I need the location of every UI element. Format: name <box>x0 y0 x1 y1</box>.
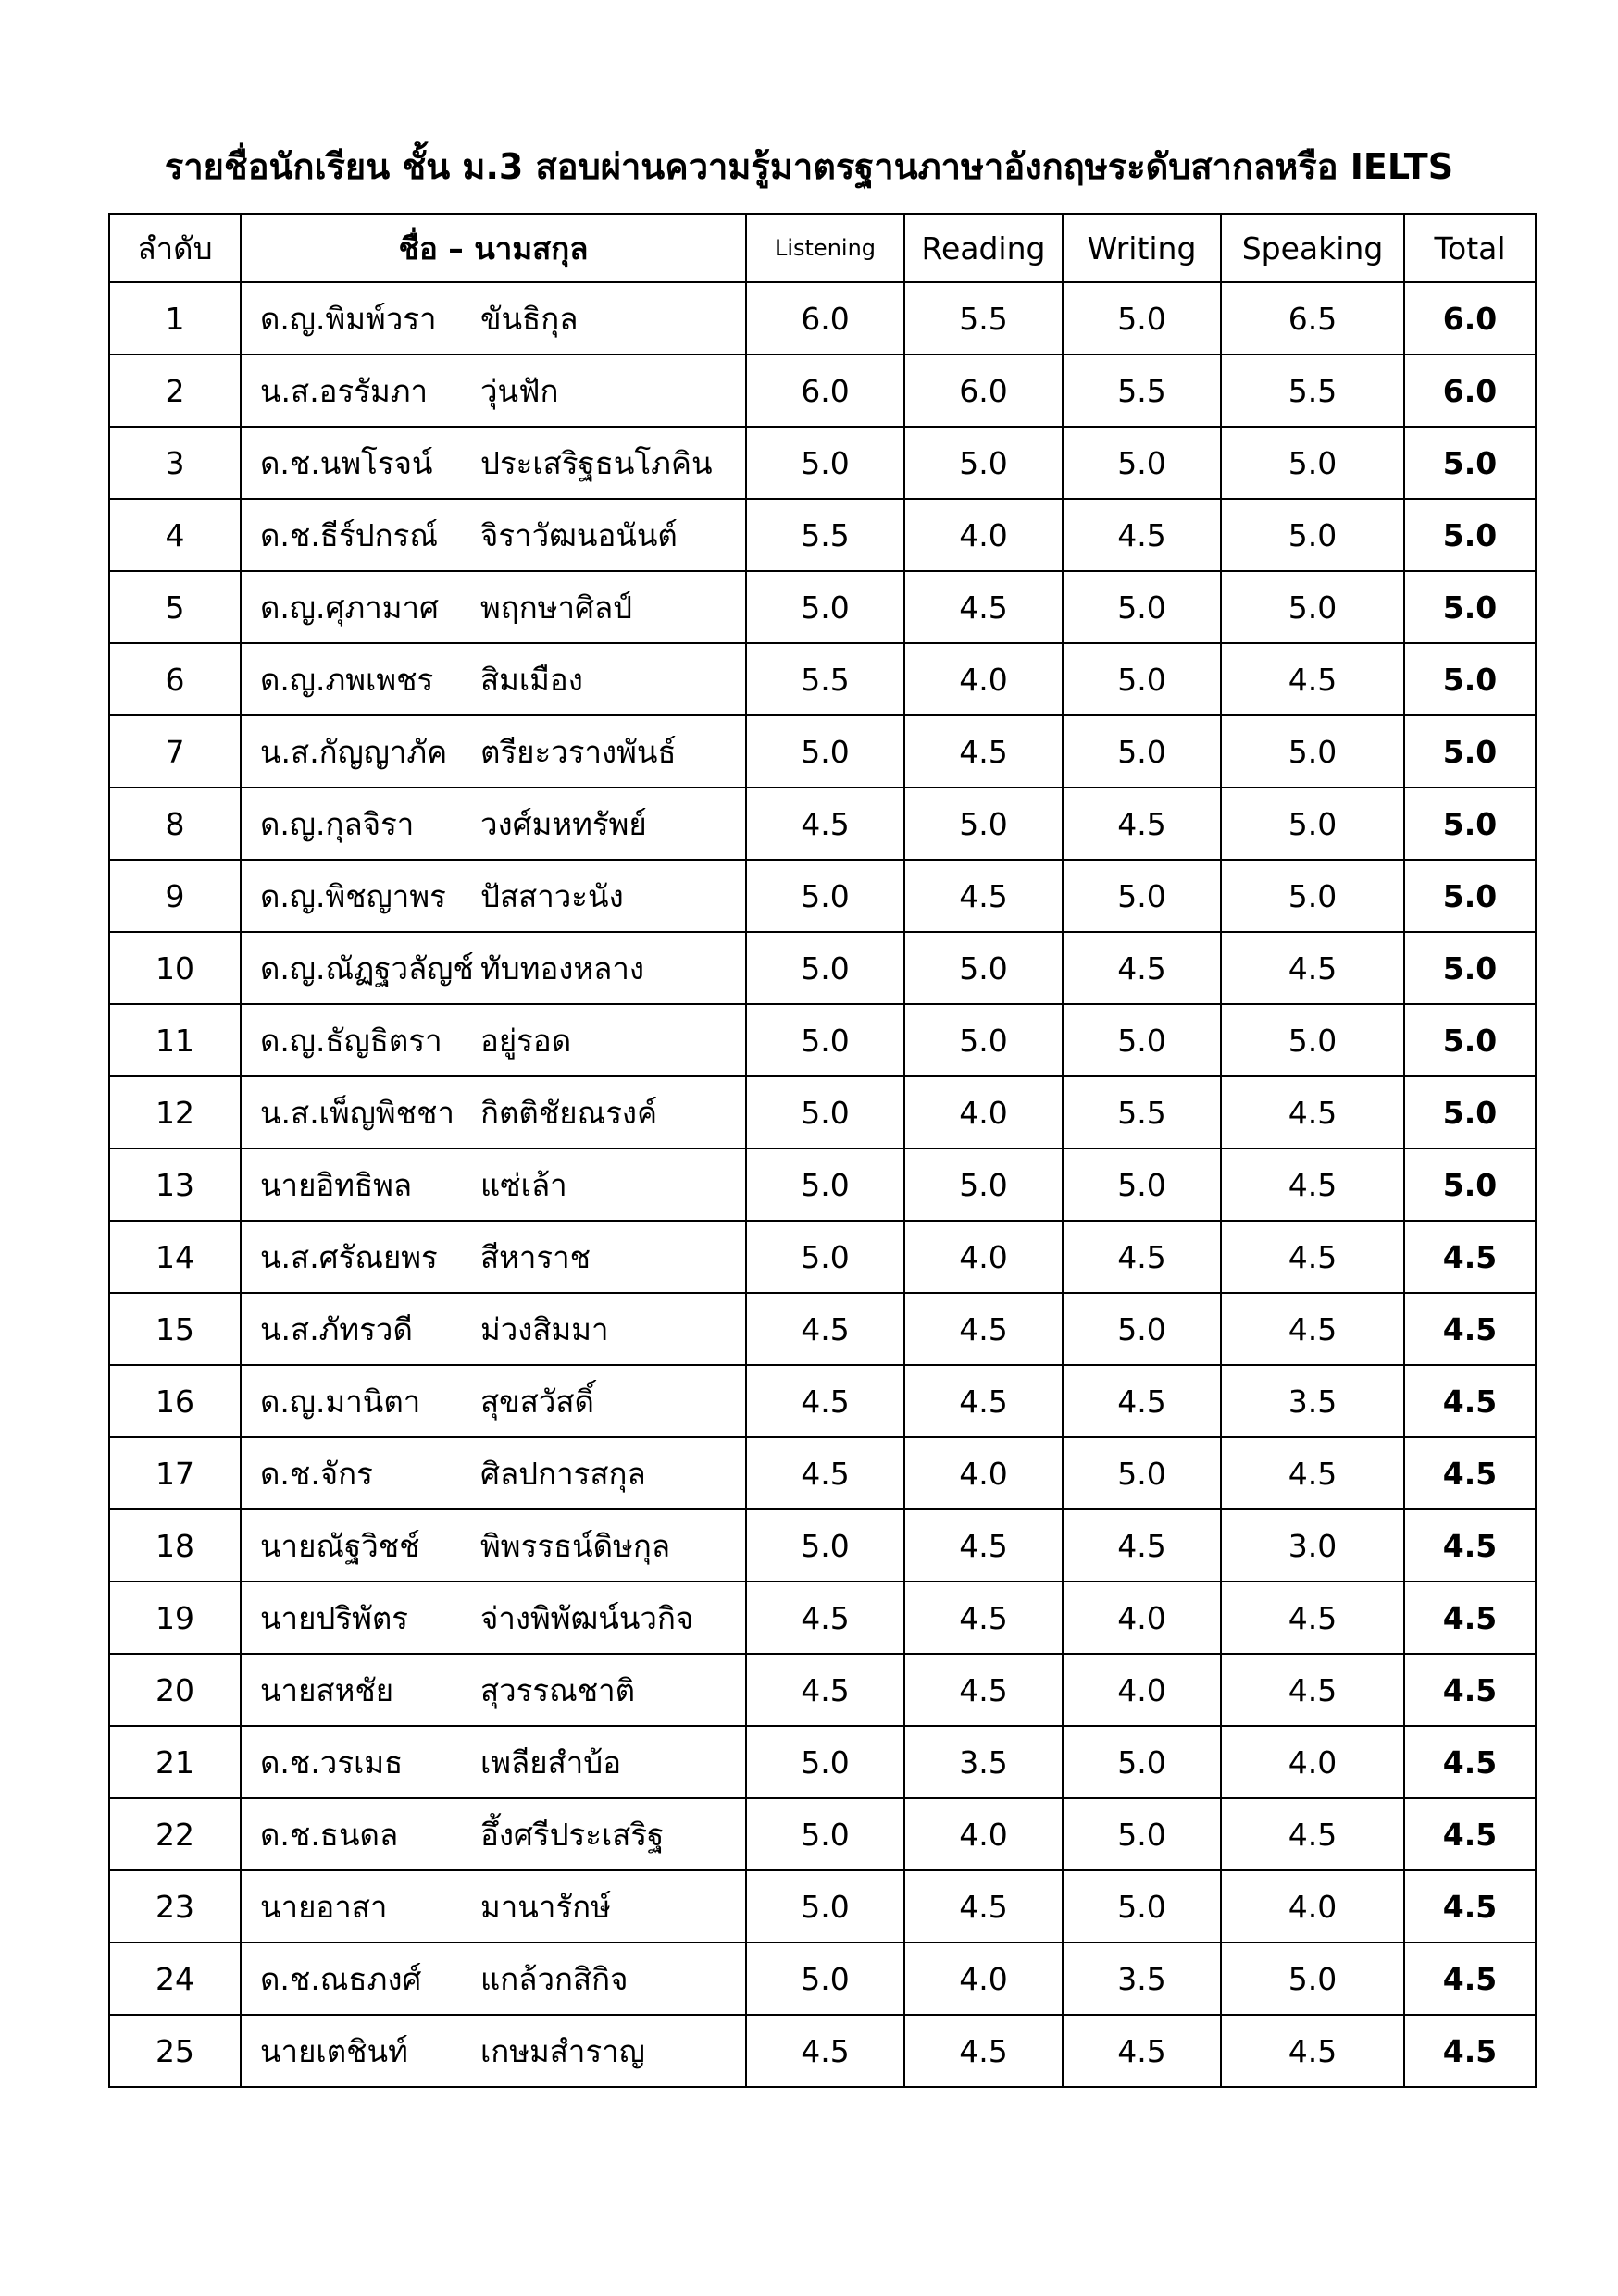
student-first-name: ด.ช.ธีร์ปกรณ์ <box>260 516 438 553</box>
total-score-cell: 5.0 <box>1404 788 1536 860</box>
student-first-name: ด.ญ.ศุภามาศ <box>260 589 439 626</box>
table-row <box>109 1509 1536 1582</box>
writing-score-cell: 4.5 <box>1063 932 1221 1004</box>
row-number-cell: 9 <box>109 860 241 932</box>
reading-score-cell: 5.5 <box>904 282 1063 354</box>
student-first-name: น.ส.ศรัณยพร <box>260 1238 438 1275</box>
header-reading: Reading <box>904 214 1063 282</box>
row-number-cell: 23 <box>109 1870 241 1942</box>
header-speaking: Speaking <box>1221 214 1404 282</box>
reading-score-cell: 5.0 <box>904 788 1063 860</box>
student-first-name: ด.ญ.ธัญธิตรา <box>260 1022 442 1059</box>
reading-score-cell: 4.0 <box>904 499 1063 571</box>
table-row <box>109 1582 1536 1654</box>
writing-score-cell: 5.0 <box>1063 1798 1221 1870</box>
speaking-score-cell: 3.5 <box>1221 1365 1404 1437</box>
student-name-cell <box>241 1221 746 1293</box>
student-first-name: น.ส.กัญญาภัค <box>260 733 448 770</box>
table-row <box>109 1076 1536 1148</box>
listening-score-cell: 6.0 <box>746 282 904 354</box>
header-no: ลำดับ <box>109 214 241 282</box>
listening-score-cell: 5.0 <box>746 427 904 499</box>
listening-score-cell: 5.0 <box>746 1076 904 1148</box>
writing-score-cell: 5.5 <box>1063 1076 1221 1148</box>
student-last-name: จ่างพิพัฒน์นวกิจ <box>480 1599 694 1636</box>
speaking-score-cell: 5.0 <box>1221 715 1404 788</box>
table-row <box>109 1654 1536 1726</box>
student-name-cell <box>241 860 746 932</box>
writing-score-cell: 4.5 <box>1063 788 1221 860</box>
table-row <box>109 2015 1536 2087</box>
student-last-name: สีหาราช <box>480 1238 591 1275</box>
reading-score-cell: 5.0 <box>904 1004 1063 1076</box>
student-name-cell <box>241 427 746 499</box>
page-title: รายชื่อนักเรียน ชั้น ม.3 สอบผ่านความรู้มาตรฐานภาษาอังกฤษระดับสากลหรือ IELTS <box>164 146 1454 187</box>
speaking-score-cell: 4.0 <box>1221 1870 1404 1942</box>
writing-score-cell: 4.5 <box>1063 1221 1221 1293</box>
speaking-score-cell: 5.0 <box>1221 427 1404 499</box>
row-number-cell: 20 <box>109 1654 241 1726</box>
reading-score-cell: 4.5 <box>904 1654 1063 1726</box>
row-number-cell: 21 <box>109 1726 241 1798</box>
writing-score-cell: 5.0 <box>1063 643 1221 715</box>
writing-score-cell: 5.0 <box>1063 1148 1221 1221</box>
student-last-name: ขันธิกุล <box>480 300 579 337</box>
reading-score-cell: 4.0 <box>904 1076 1063 1148</box>
listening-score-cell: 5.0 <box>746 1148 904 1221</box>
total-score-cell: 5.0 <box>1404 860 1536 932</box>
student-first-name: ด.ช.นพโรจน์ <box>260 444 433 481</box>
writing-score-cell: 4.0 <box>1063 1654 1221 1726</box>
speaking-score-cell: 5.0 <box>1221 860 1404 932</box>
listening-score-cell: 4.5 <box>746 2015 904 2087</box>
speaking-score-cell: 4.5 <box>1221 932 1404 1004</box>
student-name-cell <box>241 1437 746 1509</box>
student-name-cell <box>241 1582 746 1654</box>
writing-score-cell: 5.0 <box>1063 715 1221 788</box>
listening-score-cell: 5.0 <box>746 1942 904 2015</box>
total-score-cell: 4.5 <box>1404 1221 1536 1293</box>
header-total: Total <box>1404 214 1536 282</box>
student-name-cell <box>241 643 746 715</box>
reading-score-cell: 5.0 <box>904 932 1063 1004</box>
reading-score-cell: 4.5 <box>904 1870 1063 1942</box>
student-last-name: อยู่รอด <box>480 1022 572 1059</box>
table-row <box>109 1798 1536 1870</box>
writing-score-cell: 5.0 <box>1063 427 1221 499</box>
row-number-cell: 3 <box>109 427 241 499</box>
table-row <box>109 1293 1536 1365</box>
writing-score-cell: 4.5 <box>1063 2015 1221 2087</box>
row-number-cell: 22 <box>109 1798 241 1870</box>
student-name-cell <box>241 1365 746 1437</box>
table-row <box>109 1365 1536 1437</box>
student-name-cell <box>241 1942 746 2015</box>
speaking-score-cell: 5.0 <box>1221 571 1404 643</box>
student-first-name: ด.ญ.พิชญาพร <box>260 877 446 914</box>
table-row <box>109 354 1536 427</box>
speaking-score-cell: 4.5 <box>1221 643 1404 715</box>
total-score-cell: 5.0 <box>1404 1004 1536 1076</box>
table-row <box>109 715 1536 788</box>
speaking-score-cell: 4.5 <box>1221 1293 1404 1365</box>
speaking-score-cell: 4.5 <box>1221 2015 1404 2087</box>
speaking-score-cell: 4.5 <box>1221 1437 1404 1509</box>
speaking-score-cell: 5.0 <box>1221 499 1404 571</box>
writing-score-cell: 5.0 <box>1063 860 1221 932</box>
row-number-cell: 13 <box>109 1148 241 1221</box>
student-first-name: นายอิทธิพล <box>260 1166 413 1203</box>
total-score-cell: 6.0 <box>1404 282 1536 354</box>
student-last-name: เพลียสำบ้อ <box>480 1744 622 1781</box>
speaking-score-cell: 6.5 <box>1221 282 1404 354</box>
student-last-name: เกษมสำราญ <box>480 2032 645 2069</box>
total-score-cell: 4.5 <box>1404 1798 1536 1870</box>
row-number-cell: 7 <box>109 715 241 788</box>
table-header-row <box>109 214 1536 282</box>
row-number-cell: 18 <box>109 1509 241 1582</box>
total-score-cell: 4.5 <box>1404 1582 1536 1654</box>
row-number-cell: 8 <box>109 788 241 860</box>
student-name-cell <box>241 1509 746 1582</box>
writing-score-cell: 5.0 <box>1063 1004 1221 1076</box>
writing-score-cell: 4.5 <box>1063 499 1221 571</box>
student-first-name: นายปริพัตร <box>260 1599 409 1636</box>
listening-score-cell: 5.5 <box>746 643 904 715</box>
speaking-score-cell: 4.5 <box>1221 1221 1404 1293</box>
student-name-cell <box>241 354 746 427</box>
student-first-name: น.ส.เพ็ญพิชชา <box>260 1094 454 1131</box>
writing-score-cell: 4.0 <box>1063 1582 1221 1654</box>
listening-score-cell: 4.5 <box>746 1654 904 1726</box>
speaking-score-cell: 5.0 <box>1221 1004 1404 1076</box>
table-row <box>109 1437 1536 1509</box>
student-first-name: ด.ช.จักร <box>260 1455 373 1492</box>
student-first-name: ด.ช.ณธภงศ์ <box>260 1960 422 1997</box>
speaking-score-cell: 4.0 <box>1221 1726 1404 1798</box>
total-score-cell: 5.0 <box>1404 715 1536 788</box>
table-row <box>109 427 1536 499</box>
reading-score-cell: 4.0 <box>904 1942 1063 2015</box>
listening-score-cell: 4.5 <box>746 1293 904 1365</box>
reading-score-cell: 3.5 <box>904 1726 1063 1798</box>
reading-score-cell: 4.0 <box>904 643 1063 715</box>
table-body <box>109 282 1536 2087</box>
writing-score-cell: 4.5 <box>1063 1365 1221 1437</box>
reading-score-cell: 4.0 <box>904 1221 1063 1293</box>
row-number-cell: 1 <box>109 282 241 354</box>
row-number-cell: 16 <box>109 1365 241 1437</box>
student-name-cell <box>241 932 746 1004</box>
row-number-cell: 5 <box>109 571 241 643</box>
total-score-cell: 5.0 <box>1404 499 1536 571</box>
row-number-cell: 2 <box>109 354 241 427</box>
listening-score-cell: 5.0 <box>746 1726 904 1798</box>
table-row <box>109 1004 1536 1076</box>
total-score-cell: 4.5 <box>1404 1437 1536 1509</box>
student-last-name: มานารักษ์ <box>480 1888 611 1925</box>
table-row <box>109 282 1536 354</box>
header-name: ชื่อ – นามสกุล <box>241 214 746 282</box>
writing-score-cell: 4.5 <box>1063 1509 1221 1582</box>
ielts-results-table <box>108 213 1537 2088</box>
student-first-name: ด.ช.วรเมธ <box>260 1744 404 1781</box>
table-row <box>109 571 1536 643</box>
student-name-cell <box>241 1726 746 1798</box>
listening-score-cell: 5.0 <box>746 1798 904 1870</box>
writing-score-cell: 5.0 <box>1063 1870 1221 1942</box>
student-name-cell <box>241 1004 746 1076</box>
student-name-cell <box>241 788 746 860</box>
student-name-cell <box>241 2015 746 2087</box>
listening-score-cell: 5.0 <box>746 1221 904 1293</box>
student-last-name: สุวรรณชาติ <box>480 1671 636 1708</box>
total-score-cell: 4.5 <box>1404 1726 1536 1798</box>
speaking-score-cell: 4.5 <box>1221 1148 1404 1221</box>
student-first-name: ด.ญ.ณัฏฐวลัญช์ <box>260 949 474 987</box>
student-name-cell <box>241 1293 746 1365</box>
listening-score-cell: 5.0 <box>746 715 904 788</box>
reading-score-cell: 4.0 <box>904 1437 1063 1509</box>
total-score-cell: 5.0 <box>1404 1148 1536 1221</box>
student-last-name: อึ้งศรีประเสริฐ <box>480 1816 665 1853</box>
total-score-cell: 4.5 <box>1404 1509 1536 1582</box>
student-last-name: พฤกษาศิลป์ <box>480 589 633 626</box>
speaking-score-cell: 5.0 <box>1221 788 1404 860</box>
reading-score-cell: 4.5 <box>904 1293 1063 1365</box>
writing-score-cell: 5.5 <box>1063 354 1221 427</box>
row-number-cell: 6 <box>109 643 241 715</box>
reading-score-cell: 4.5 <box>904 1365 1063 1437</box>
student-last-name: ปัสสาวะนัง <box>480 877 624 914</box>
total-score-cell: 5.0 <box>1404 427 1536 499</box>
row-number-cell: 15 <box>109 1293 241 1365</box>
total-score-cell: 6.0 <box>1404 354 1536 427</box>
reading-score-cell: 4.5 <box>904 571 1063 643</box>
student-name-cell <box>241 1870 746 1942</box>
student-last-name: ทับทองหลาง <box>480 949 645 987</box>
row-number-cell: 11 <box>109 1004 241 1076</box>
student-name-cell <box>241 715 746 788</box>
table-row <box>109 932 1536 1004</box>
table-row <box>109 1148 1536 1221</box>
speaking-score-cell: 4.5 <box>1221 1076 1404 1148</box>
row-number-cell: 12 <box>109 1076 241 1148</box>
writing-score-cell: 5.0 <box>1063 1726 1221 1798</box>
total-score-cell: 5.0 <box>1404 1076 1536 1148</box>
row-number-cell: 24 <box>109 1942 241 2015</box>
writing-score-cell: 5.0 <box>1063 1293 1221 1365</box>
table-row <box>109 788 1536 860</box>
student-first-name: น.ส.ภัทรวดี <box>260 1310 413 1347</box>
student-last-name: สิมเมือง <box>480 661 583 698</box>
student-last-name: ตรียะวรางพันธ์ <box>480 733 677 770</box>
student-last-name: ศิลปการสกุล <box>480 1455 646 1492</box>
student-last-name: แซ่เล้า <box>480 1166 567 1203</box>
table-row <box>109 499 1536 571</box>
listening-score-cell: 5.0 <box>746 860 904 932</box>
row-number-cell: 17 <box>109 1437 241 1509</box>
speaking-score-cell: 3.0 <box>1221 1509 1404 1582</box>
reading-score-cell: 4.5 <box>904 1509 1063 1582</box>
student-first-name: ด.ญ.ภพเพชร <box>260 661 434 698</box>
table-row <box>109 1870 1536 1942</box>
row-number-cell: 14 <box>109 1221 241 1293</box>
total-score-cell: 5.0 <box>1404 571 1536 643</box>
student-last-name: จิราวัฒนอนันต์ <box>480 516 678 553</box>
writing-score-cell: 3.5 <box>1063 1942 1221 2015</box>
total-score-cell: 5.0 <box>1404 643 1536 715</box>
writing-score-cell: 5.0 <box>1063 571 1221 643</box>
speaking-score-cell: 5.5 <box>1221 354 1404 427</box>
total-score-cell: 4.5 <box>1404 1942 1536 2015</box>
listening-score-cell: 6.0 <box>746 354 904 427</box>
total-score-cell: 5.0 <box>1404 932 1536 1004</box>
reading-score-cell: 6.0 <box>904 354 1063 427</box>
student-name-cell <box>241 1654 746 1726</box>
reading-score-cell: 4.0 <box>904 1798 1063 1870</box>
writing-score-cell: 5.0 <box>1063 1437 1221 1509</box>
listening-score-cell: 5.5 <box>746 499 904 571</box>
reading-score-cell: 5.0 <box>904 427 1063 499</box>
student-first-name: นายอาสา <box>260 1888 388 1925</box>
reading-score-cell: 4.5 <box>904 2015 1063 2087</box>
student-last-name: วงศ์มหทรัพย์ <box>480 805 647 842</box>
total-score-cell: 4.5 <box>1404 2015 1536 2087</box>
student-name-cell <box>241 499 746 571</box>
student-last-name: ประเสริฐธนโภคิน <box>480 444 713 481</box>
row-number-cell: 4 <box>109 499 241 571</box>
listening-score-cell: 5.0 <box>746 1509 904 1582</box>
table-row <box>109 1221 1536 1293</box>
total-score-cell: 4.5 <box>1404 1293 1536 1365</box>
header-writing: Writing <box>1063 214 1221 282</box>
listening-score-cell: 5.0 <box>746 932 904 1004</box>
speaking-score-cell: 4.5 <box>1221 1654 1404 1726</box>
student-last-name: วุ่นฟัก <box>480 372 559 409</box>
reading-score-cell: 4.5 <box>904 860 1063 932</box>
student-first-name: นายณัฐวิชช์ <box>260 1527 420 1564</box>
student-name-cell <box>241 1798 746 1870</box>
listening-score-cell: 5.0 <box>746 1870 904 1942</box>
speaking-score-cell: 5.0 <box>1221 1942 1404 2015</box>
student-first-name: นายเตชินท์ <box>260 2032 408 2069</box>
student-name-cell <box>241 571 746 643</box>
student-first-name: น.ส.อรรัมภา <box>260 372 428 409</box>
student-name-cell <box>241 1076 746 1148</box>
table-row <box>109 860 1536 932</box>
table-row <box>109 643 1536 715</box>
writing-score-cell: 5.0 <box>1063 282 1221 354</box>
student-first-name: ด.ช.ธนดล <box>260 1816 399 1853</box>
student-last-name: แกล้วกสิกิจ <box>480 1960 629 1997</box>
student-last-name: สุขสวัสดิ์ <box>480 1383 594 1420</box>
student-first-name: ด.ญ.พิมพ์วรา <box>260 300 437 337</box>
reading-score-cell: 5.0 <box>904 1148 1063 1221</box>
student-name-cell <box>241 1148 746 1221</box>
table-row <box>109 1942 1536 2015</box>
row-number-cell: 10 <box>109 932 241 1004</box>
listening-score-cell: 4.5 <box>746 1365 904 1437</box>
table-row <box>109 1726 1536 1798</box>
row-number-cell: 25 <box>109 2015 241 2087</box>
reading-score-cell: 4.5 <box>904 1582 1063 1654</box>
listening-score-cell: 4.5 <box>746 1582 904 1654</box>
student-first-name: ด.ญ.มานิตา <box>260 1383 421 1420</box>
speaking-score-cell: 4.5 <box>1221 1798 1404 1870</box>
total-score-cell: 4.5 <box>1404 1365 1536 1437</box>
student-last-name: กิตติชัยณรงค์ <box>480 1094 658 1131</box>
reading-score-cell: 4.5 <box>904 715 1063 788</box>
total-score-cell: 4.5 <box>1404 1654 1536 1726</box>
total-score-cell: 4.5 <box>1404 1870 1536 1942</box>
listening-score-cell: 4.5 <box>746 788 904 860</box>
student-first-name: นายสหชัย <box>260 1671 394 1708</box>
listening-score-cell: 5.0 <box>746 1004 904 1076</box>
listening-score-cell: 5.0 <box>746 571 904 643</box>
row-number-cell: 19 <box>109 1582 241 1654</box>
student-last-name: พิพรรธน์ดิษกุล <box>480 1527 671 1564</box>
student-name-cell <box>241 282 746 354</box>
student-first-name: ด.ญ.กุลจิรา <box>260 805 415 842</box>
speaking-score-cell: 4.5 <box>1221 1582 1404 1654</box>
listening-score-cell: 4.5 <box>746 1437 904 1509</box>
student-last-name: ม่วงสิมมา <box>480 1310 609 1347</box>
header-listening: Listening <box>746 214 904 282</box>
